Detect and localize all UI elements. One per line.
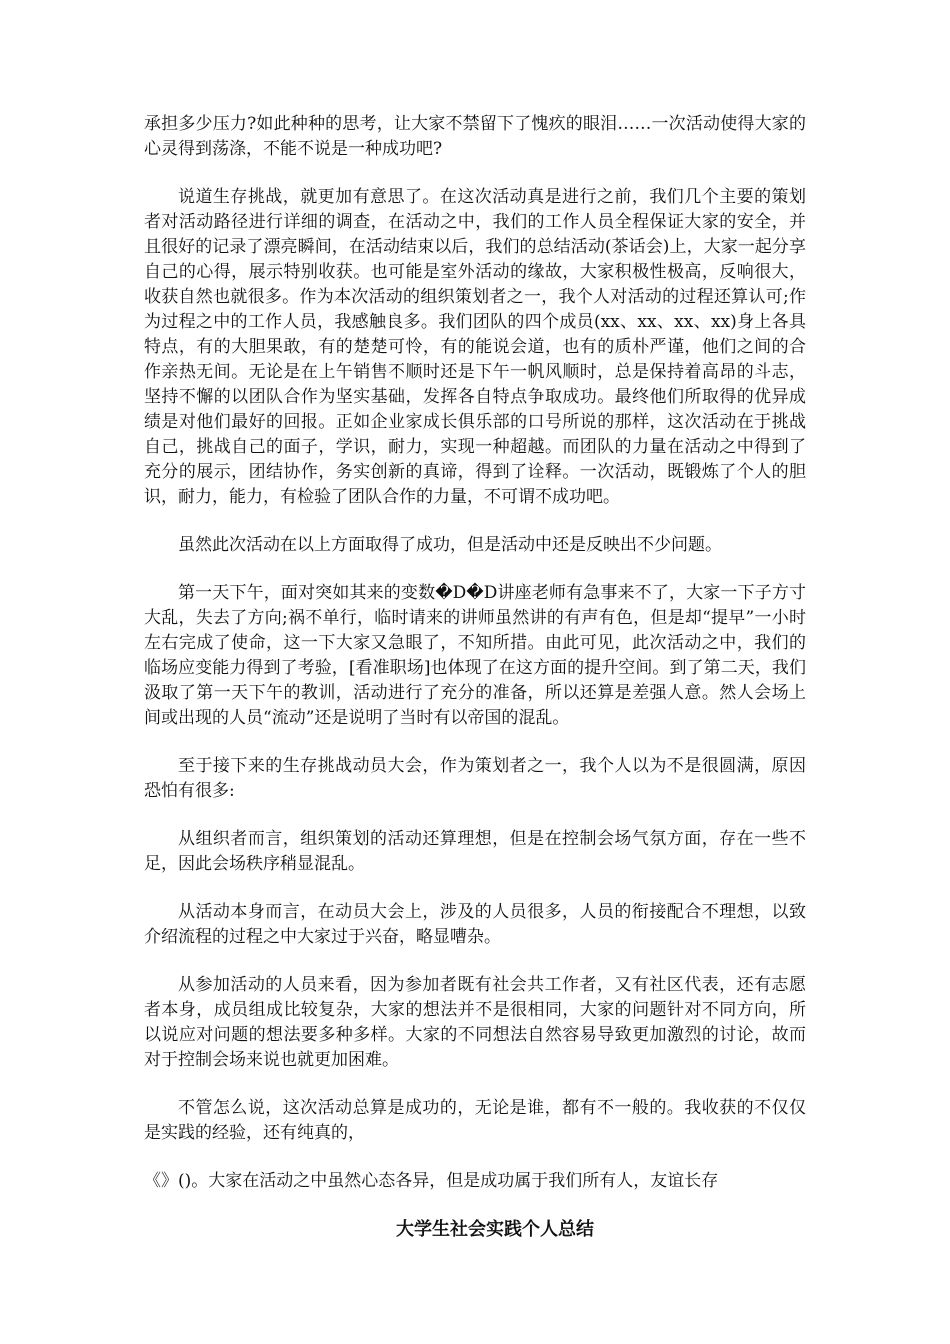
paragraph-1: 承担多少压力?如此种种的思考，让大家不禁留下了愧疚的眼泪……一次活动使得大家的心灵得到荡涤，不能不说是一种成功吧? — [144, 114, 806, 159]
paragraph-10: 《》()。大家在活动之中虽然心态各异，但是成功属于我们所有人，友谊长存 — [144, 1171, 719, 1191]
paragraph-9: 不管怎么说，这次活动总算是成功的，无论是谁，都有不一般的。我收获的不仅仅是实践的经验，还有纯真的， — [144, 1098, 806, 1143]
document-page — [144, 112, 806, 1243]
paragraph-8: 从参加活动的人员来看，因为参加者既有社会共工作者，又有社区代表，还有志愿者本身，成员组成比较复杂，大家的想法并不是很相同，大家的问题针对不同方向，所以说应对问题的想法要多种多样。大家的不同想法自然容易导致更加激烈的讨论，故而对于控制会场来说也就更加困难。 — [144, 975, 806, 1070]
paragraph-3: 虽然此次活动在以上方面取得了成功，但是活动中还是反映出不少问题。 — [178, 535, 722, 555]
paragraph-5: 至于接下来的生存挑战动员大会，作为策划者之一，我个人以为不是很圆满，原因恐怕有很多: — [144, 756, 806, 801]
paragraph-4: 第一天下午，面对突如其来的变数�D�D讲座老师有急事来不了，大家一下子方寸大乱，失去了方向;祸不单行，临时请来的讲师虽然讲的有声有色，但是却“提早”一小时左右完成了使命，这一下大家又急眼了，不知所措。由此可见，此次活动之中，我们的临场应变能力得到了考验，[看准职场]也体现了在这方面的提升空间。到了第二天，我们汲取了第一天下午的教训，活动进行了充分的准备，所以还算是差强人意。然人会场上间或出现的人员“流动”还是说明了当时有以帝国的混乱。 — [144, 583, 806, 728]
paragraph-6: 从组织者而言，组织策划的活动还算理想，但是在控制会场气氛方面，存在一些不足，因此会场秩序稍显混乱。 — [144, 829, 806, 874]
paragraph-7: 从活动本身而言，在动员大会上，涉及的人员很多，人员的衔接配合不理想，以致介绍流程的过程之中大家过于兴奋，略显嘈杂。 — [144, 902, 806, 947]
section-heading: 大学生社会实践个人总结 — [396, 1219, 594, 1240]
paragraph-2: 说道生存挑战，就更加有意思了。在这次活动真是进行之前，我们几个主要的策划者对活动路径进行详细的调查，在活动之中，我们的工作人员全程保证大家的安全，并且很好的记录了漂亮瞬间，在活动结束以后，我们的总结活动(茶话会)上，大家一起分享自己的心得，展示特别收获。也可能是室外活动的缘故，大家积极性极高，反响很大，收获自然也就很多。作为本次活动的组织策划者之一，我个人对活动的过程还算认可;作为过程之中的工作人员，我感触良多。我们团队的四个成员(xx、xx、xx、xx)身上各具特点，有的大胆果敢，有的楚楚可怜，有的能说会道，也有的质朴严谨，他们之间的合作亲热无间。无论是在上午销售不顺时还是下午一帆风顺时，总是保持着高昂的斗志，坚持不懈的以团队合作为坚实基础，发挥各自特点争取成功。最终他们所取得的优异成绩是对他们最好的回报。正如企业家成长俱乐部的口号所说的那样，这次活动在于挑战自己，挑战自己的面子，学识，耐力，实现一种超越。而团队的力量在活动之中得到了充分的展示，团结协作，务实创新的真谛，得到了诠释。一次活动，既锻炼了个人的胆识，耐力，能力，有检验了团队合作的力量，不可谓不成功吧。 — [144, 187, 806, 507]
